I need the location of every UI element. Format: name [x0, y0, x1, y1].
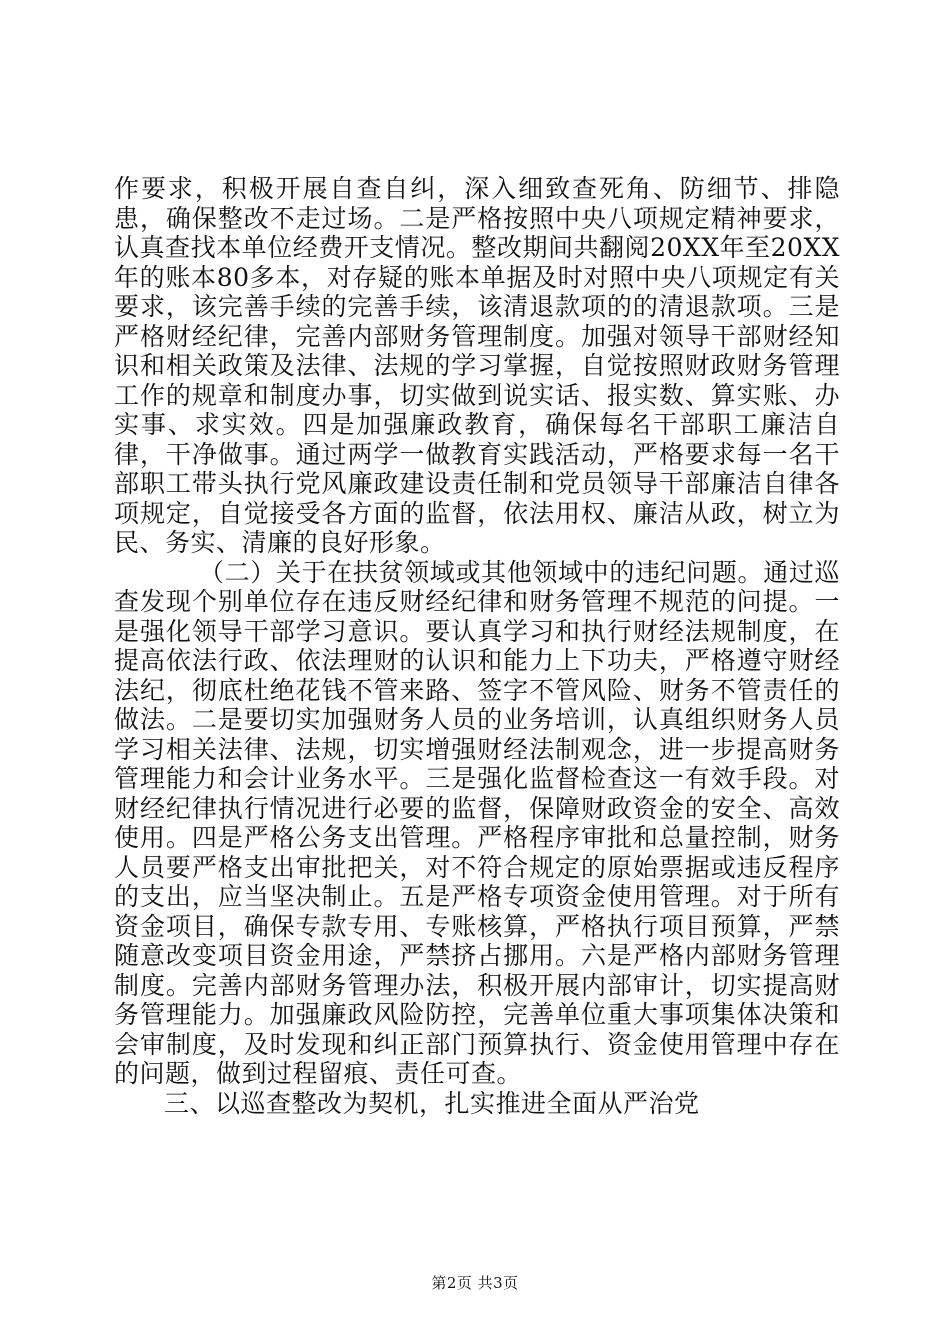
page-number-indicator: 第2页 共3页	[431, 1274, 519, 1292]
document-body	[114, 174, 840, 1118]
section-three-heading: 三、以巡查整改为契机，扎实推进全面从严治党	[164, 1088, 700, 1118]
paragraph-section-two: （二）关于在扶贫领域或其他领域中的违纪问题。通过巡查发现个别单位存在违反财经纪律和财务管理不规范的问提。一是强化领导干部学习意识。要认真学习和执行财经法规制度，在提高依法行政、依法理财的认识和能力上下功夫，严格遵守财经法纪，彻底杜绝花钱不管来路、签字不管风险、财务不管责任的做法。二是要切实加强财务人员的业务培训，认真组织财务人员学习相关法律、法规，切实增强财经法制观念，进一步提高财务管理能力和会计业务水平。三是强化监督检查这一有效手段。对财经纪律执行情况进行必要的监督，保障财政资金的安全、高效使用。四是严格公务支出管理。严格程序审批和总量控制，财务人员要严格支出审批把关，对不符合规定的原始票据或违反程序的支出，应当坚决制止。五是严格专项资金使用管理。对于所有资金项目，确保专款专用、专账核算，严格执行项目预算，严禁随意改变项目资金用途，严禁挤占挪用。六是严格内部财务管理制度。完善内部财务管理办法，积极开展内部审计，切实提高财务管理能力。加强廉政风险防控，完善单位重大事项集体决策和会审制度，及时发现和纠正部门预算执行、资金使用管理中存在的问题，做到过程留痕、责任可查。	[114, 557, 840, 1088]
paragraph-continuation: 作要求，积极开展自查自纠，深入细致查死角、防细节、排隐患，确保整改不走过场。二是严格按照中央八项规定精神要求，认真查找本单位经费开支情况。整改期间共翻阅20XX年至20XX年的账本80多本，对存疑的账本单据及时对照中央八项规定有关要求，该完善手续的完善手续，该清退款项的的清退款项。三是严格财经纪律，完善内部财务管理制度。加强对领导干部财经知识和相关政策及法律、法规的学习掌握，自觉按照财政财务管理工作的规章和制度办事，切实做到说实话、报实数、算实账、办实事、求实效。四是加强廉政教育，确保每名干部职工廉洁自律，干净做事。通过两学一做教育实践活动，严格要求每一名干部职工带头执行党风廉政建设责任制和党员领导干部廉洁自律各项规定，自觉接受各方面的监督，依法用权、廉洁从政，树立为民、务实、清廉的良好形象。	[114, 174, 840, 557]
page-footer	[0, 1272, 950, 1293]
